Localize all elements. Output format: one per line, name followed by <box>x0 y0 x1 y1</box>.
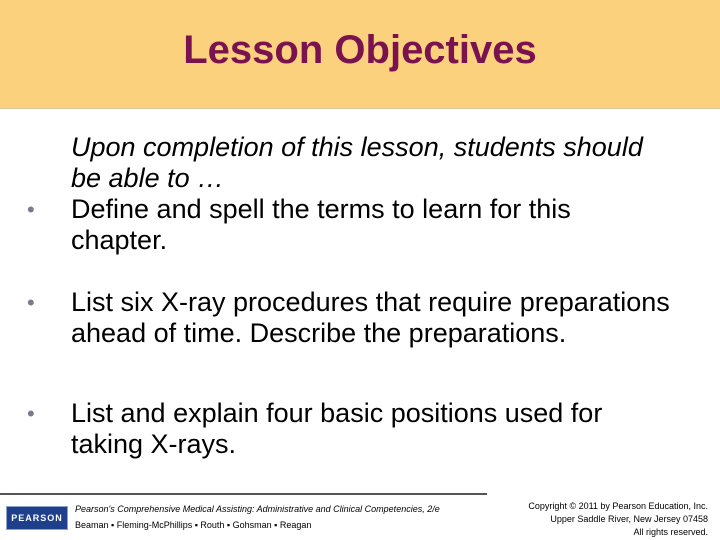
copyright-line: Copyright © 2011 by Pearson Education, Inc. <box>528 501 708 511</box>
copyright-line: All rights reserved. <box>633 527 708 537</box>
bullet-icon: • <box>27 197 35 222</box>
footer-divider <box>0 493 487 495</box>
intro-text: Upon completion of this lesson, students should be able to … <box>71 132 643 193</box>
copyright-line: Upper Saddle River, New Jersey 07458 <box>550 514 708 524</box>
slide-title: Lesson Objectives <box>183 28 537 72</box>
pearson-logo: PEARSON <box>6 506 68 530</box>
footer-copyright <box>478 500 708 539</box>
bullet-text: Define and spell the terms to learn for this chapter. <box>71 194 571 255</box>
footer-book-title: Pearson's Comprehensive Medical Assisting: Administrative and Clinical Competencies, 2/e <box>75 504 440 514</box>
bullet-text: List and explain four basic positions used for taking X-rays. <box>71 398 603 459</box>
title-banner <box>0 0 720 109</box>
bullet-icon: • <box>27 290 35 315</box>
bullet-icon: • <box>27 401 35 426</box>
bullet-text: List six X-ray procedures that require preparations ahead of time. Describe the preparations. <box>71 287 670 348</box>
footer-authors: Beaman ▪ Fleming-McPhillips ▪ Routh ▪ Gohsman ▪ Reagan <box>75 520 312 530</box>
